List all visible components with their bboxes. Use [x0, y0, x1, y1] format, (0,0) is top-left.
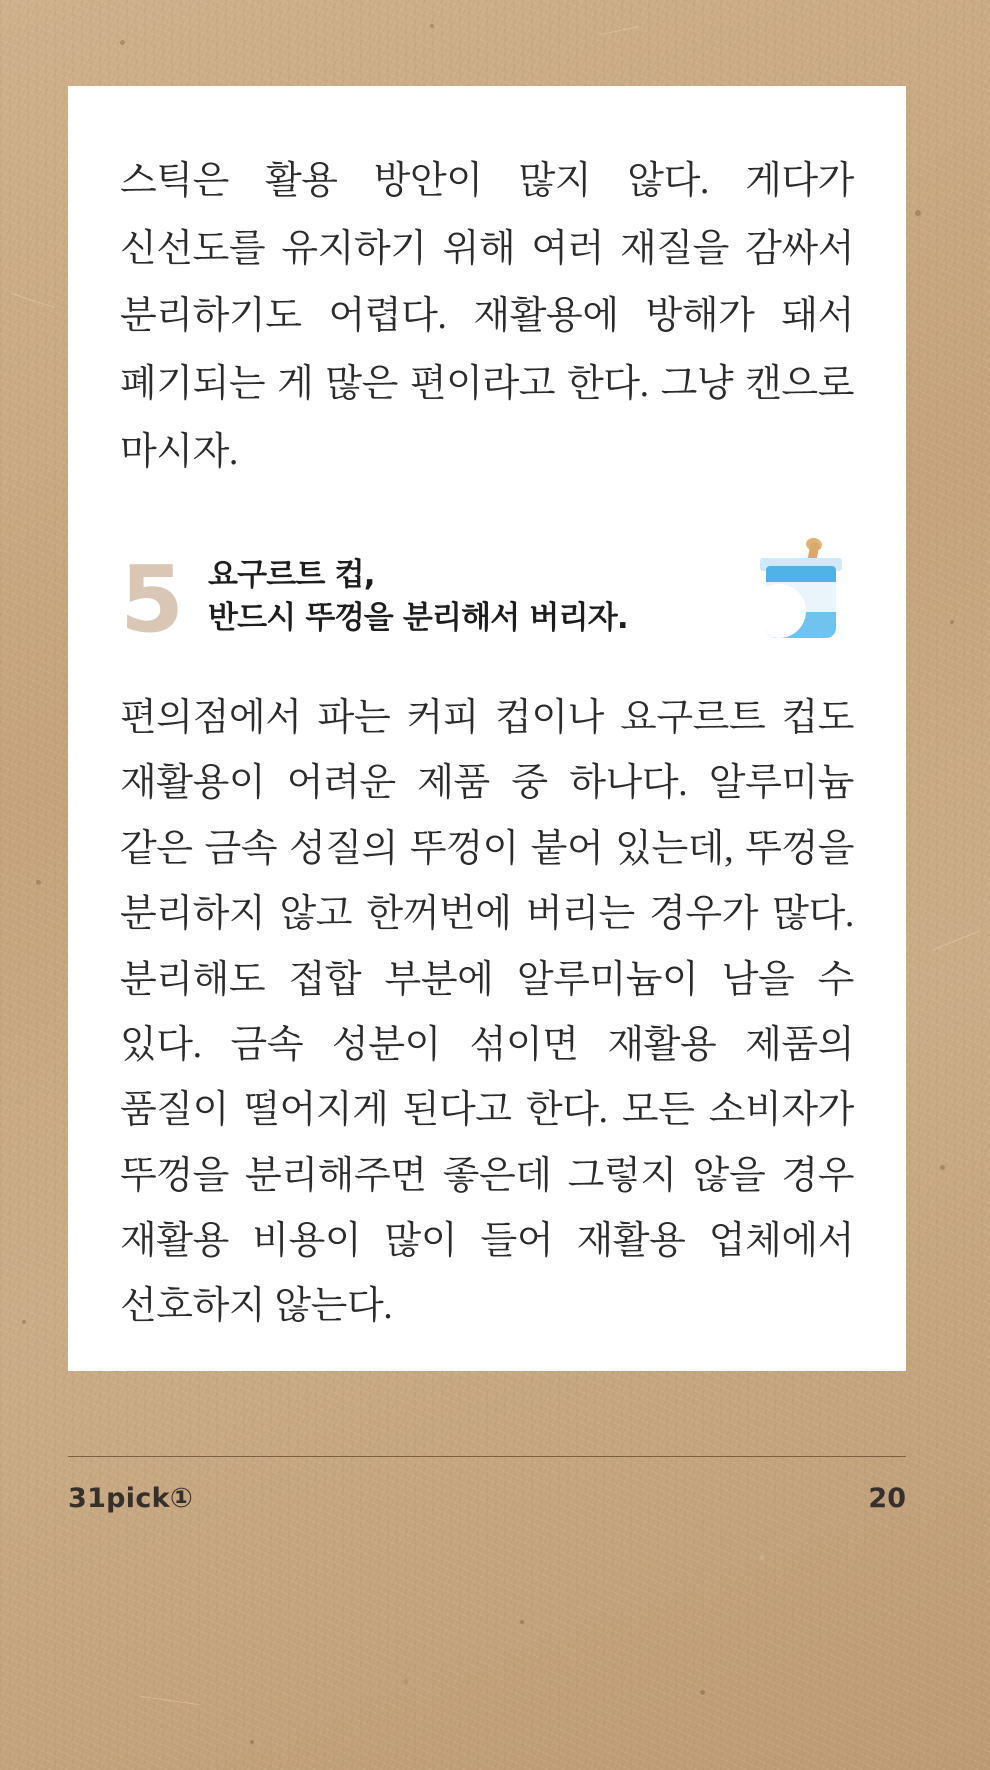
section-heading	[120, 542, 854, 652]
section-title-line-1: 요구르트 컵,	[208, 557, 375, 594]
page-number: 20	[868, 1483, 906, 1514]
footer-divider	[68, 1456, 906, 1457]
body-paragraph: 편의점에서 파는 커피 컵이나 요구르트 컵도 재활용이 어려운 제품 중 하나다. 알루미늄 같은 금속 성질의 뚜껑이 붙어 있는데, 뚜껑을 분리하지 않고 한꺼번에 버리는 경우가 많다. 분리해도 접합 부분에 알루미늄이 남을 수 있다. 금속 성분이 섞이면 재활용 제품의 품질이 떨어지게 된다고 한다. 모든 소비자가 뚜껑을 분리해주면 좋은데 그렇지 않을 경우 재활용 비용이 많이 들어 재활용 업체에서 선호하지 않는다.	[120, 697, 854, 1328]
footer-brand: 31pick①	[68, 1483, 194, 1514]
section-number: 5	[120, 546, 185, 654]
intro-paragraph: 스틱은 활용 방안이 많지 않다. 게다가 신선도를 유지하기 위해 여러 재질을 감싸서 분리하기도 어렵다. 재활용에 방해가 돼서 폐기되는 게 많은 편이라고 한다. 그냥 캔으로 마시자.	[120, 160, 854, 473]
section-title-line-2: 반드시 뚜껑을 분리해서 버리자.	[208, 600, 628, 637]
page-footer	[68, 1456, 906, 1514]
section-title-group	[206, 554, 744, 640]
yogurt-cup-icon	[750, 540, 854, 648]
content-card	[68, 86, 906, 1371]
